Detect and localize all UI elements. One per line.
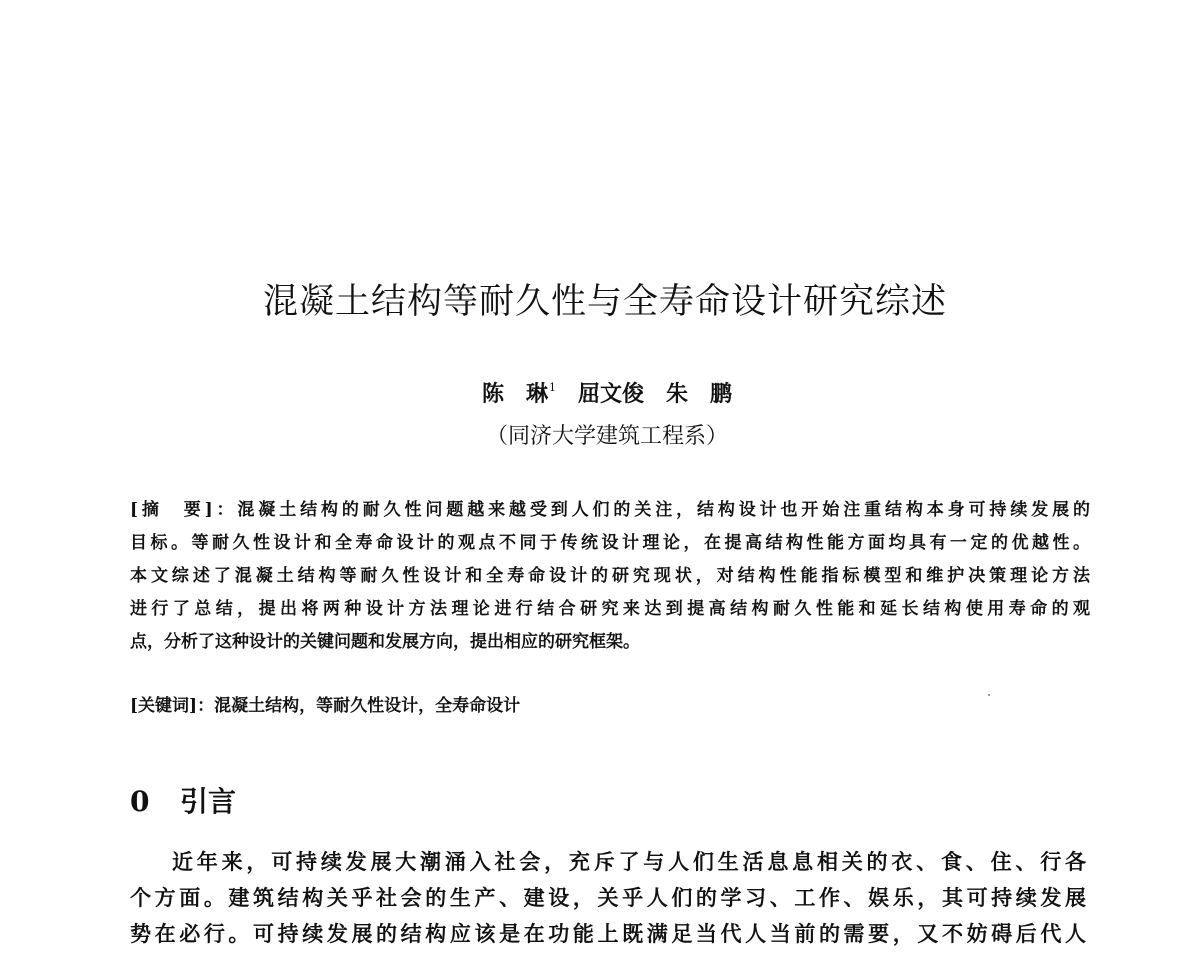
author-name: 陈 琳 — [481, 381, 548, 407]
abstract-line: [摘 要]：混凝土结构的耐久性问题越来越受到人们的关注，结构设计也开始注重结构本身可持续发展的 — [130, 500, 1090, 520]
abstract-line: 目标。等耐久性设计和全寿命设计的观点不同于传统设计理论，在提高结构性能方面均具有一定的优越性。 — [130, 533, 1090, 553]
body-text — [130, 844, 1086, 952]
scan-speck — [988, 694, 990, 696]
abstract — [130, 494, 1090, 659]
abstract-line: 本文综述了混凝土结构等耐久性设计和全寿命设计的研究现状，对结构性能指标模型和维护决策理论方法 — [130, 566, 1090, 586]
author-affiliation: （同济大学建筑工程系） — [485, 424, 728, 449]
section-number: 0 — [130, 785, 150, 818]
author-qu-wenjun: 屈文俊 — [577, 381, 644, 407]
paper-title: 混凝土结构等耐久性与全寿命设计研究综述 — [262, 282, 947, 322]
abstract-line: 进行了总结，提出将两种设计方法理论进行结合研究来达到提高结构耐久性能和延长结构使用寿命的观 — [130, 599, 1090, 619]
author-affiliation-mark: 1 — [548, 381, 556, 394]
paragraph-line: 个方面。建筑结构关乎社会的生产、建设，关乎人们的学习、工作、娱乐，其可持续发展 — [130, 885, 1086, 910]
paragraph-line: 近年来，可持续发展大潮涌入社会，充斥了与人们生活息息相关的衣、食、住、行各 — [172, 849, 1086, 874]
section-title: 引言 — [180, 785, 237, 818]
author-list — [0, 377, 1200, 408]
keywords: [关键词]：混凝土结构，等耐久性设计，全寿命设计 — [130, 696, 521, 716]
author-chen-lin — [482, 377, 556, 408]
paragraph-line: 势在必行。可持续发展的结构应该是在功能上既满足当代人当前的需要，又不妨碍后代人 — [130, 921, 1086, 946]
section-heading-introduction — [130, 780, 236, 820]
abstract-line: 点，分析了这种设计的关键问题和发展方向，提出相应的研究框架。 — [130, 632, 640, 652]
author-zhu-peng: 朱 鹏 — [666, 381, 733, 407]
